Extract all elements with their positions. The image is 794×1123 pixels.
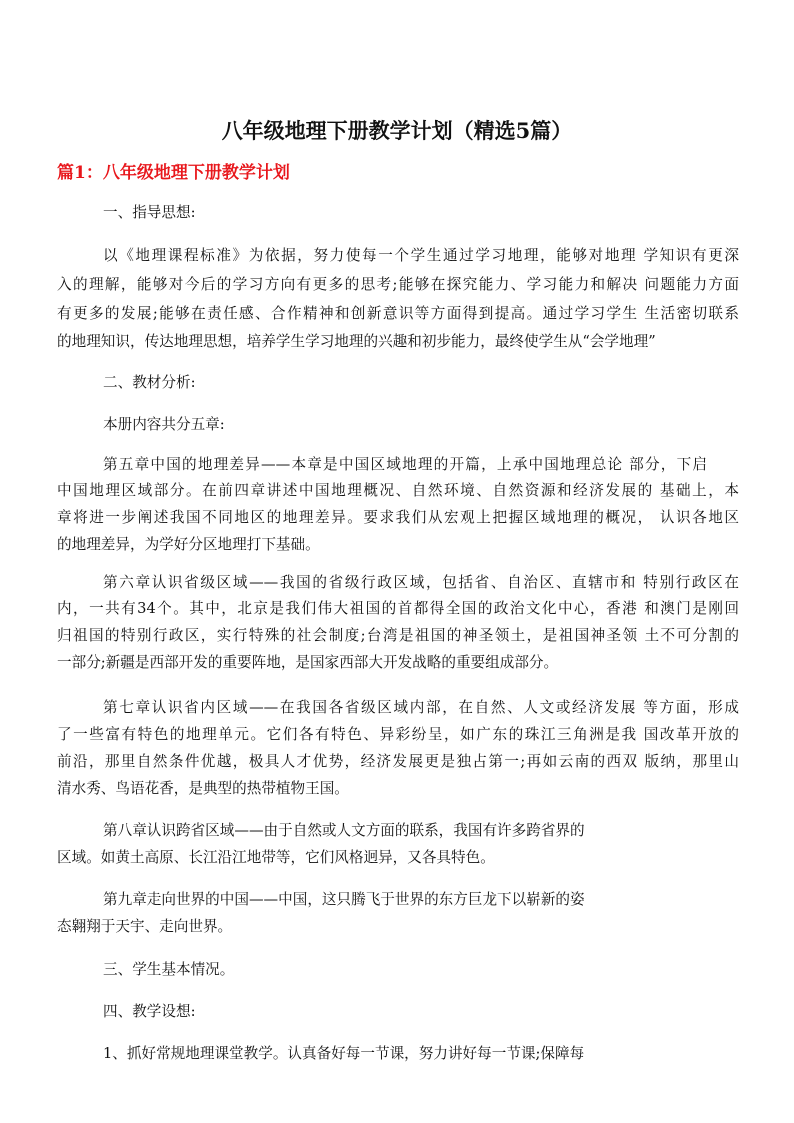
paragraph-line: 清水秀、鸟语花香，是典型的热带植物王国。 <box>57 780 349 797</box>
paragraph-line: 1、抓好常规地理课堂教学。认真备好每一节课，努力讲好每一节课;保障每 <box>103 1045 585 1062</box>
paragraph-line: 第五章中国的地理差异——本章是中国区域地理的开篇，上承中国地理总论 部分，下启 <box>103 456 707 473</box>
paragraph-line: 本册内容共分五章: <box>103 416 225 433</box>
paragraph-line: 第八章认识跨省区域——由于自然或人文方面的联系，我国有许多跨省界的 <box>103 822 585 839</box>
paragraph-line: 章将进一步阐述我国不同地区的地理差异。要求我们从宏观上把握区域地理的概况， 认识各地区 <box>57 509 739 526</box>
paragraph-line: 第七章认识省内区域——在我国各省级区域内部，在自然、人文或经济发展 等方面，形成 <box>103 699 739 716</box>
paragraph-line: 的地理知识，传达地理思想，培养学生学习地理的兴趣和初步能力，最终使学生从“会学地理” <box>57 333 656 350</box>
paragraph-line: 内，一共有34个。其中，北京是我们伟大祖国的首都得全国的政治文化中心，香港 和澳门是刚回 <box>57 600 739 617</box>
heading-student-situation: 三、学生基本情况。 <box>103 961 235 978</box>
paragraph-line: 归祖国的特别行政区，实行特殊的社会制度;台湾是祖国的神圣领土，是祖国神圣领 土不可分割的 <box>57 627 739 644</box>
paragraph-line: 一部分;新疆是西部开发的重要阵地，是国家西部大开发战略的重要组成部分。 <box>57 654 559 671</box>
paragraph-line: 的地理差异，为学好分区地理打下基础。 <box>57 536 320 553</box>
paragraph-line: 态翱翔于天宇、走向世界。 <box>57 918 233 935</box>
section-heading: 篇1：八年级地理下册教学计划 <box>57 163 290 183</box>
heading-textbook-analysis: 二、教材分析: <box>103 374 196 391</box>
paragraph-line: 中国地理区域部分。在前四章讲述中国地理概况、自然环境、自然资源和经济发展的 基础上，本 <box>57 482 739 499</box>
paragraph-line: 了一些富有特色的地理单元。它们各有特色、异彩纷呈，如广东的珠江三角洲是我 国改革开放的 <box>57 726 739 743</box>
paragraph-line: 有更多的发展;能够在责任感、合作精神和创新意识等方面得到提高。通过学习学生 生活密切联系 <box>57 305 739 322</box>
document-title: 八年级地理下册教学计划（精选5篇） <box>221 118 573 143</box>
paragraph-line: 以《地理课程标准》为依据，努力使每一个学生通过学习地理，能够对地理 学知识有更深 <box>103 247 739 264</box>
paragraph-line: 区域。如黄土高原、长江沿江地带等，它们风格迥异，又各具特色。 <box>57 849 495 866</box>
heading-guiding-thought: 一、指导思想: <box>103 204 196 221</box>
paragraph-line: 第六章认识省级区域——我国的省级行政区域，包括省、自治区、直辖市和 特别行政区在 <box>103 574 739 591</box>
paragraph-line: 入的理解，能够对今后的学习方向有更多的思考;能够在探究能力、学习能力和解决 问题能力方面 <box>57 276 739 293</box>
paragraph-line: 第九章走向世界的中国——中国，这只腾飞于世界的东方巨龙下以崭新的姿 <box>103 891 585 908</box>
paragraph-line: 前沿，那里自然条件优越，极具人才优势，经济发展更是独占第一;再如云南的西双 版纳，那里山 <box>57 753 739 770</box>
heading-teaching-plan: 四、教学设想: <box>103 1003 196 1020</box>
